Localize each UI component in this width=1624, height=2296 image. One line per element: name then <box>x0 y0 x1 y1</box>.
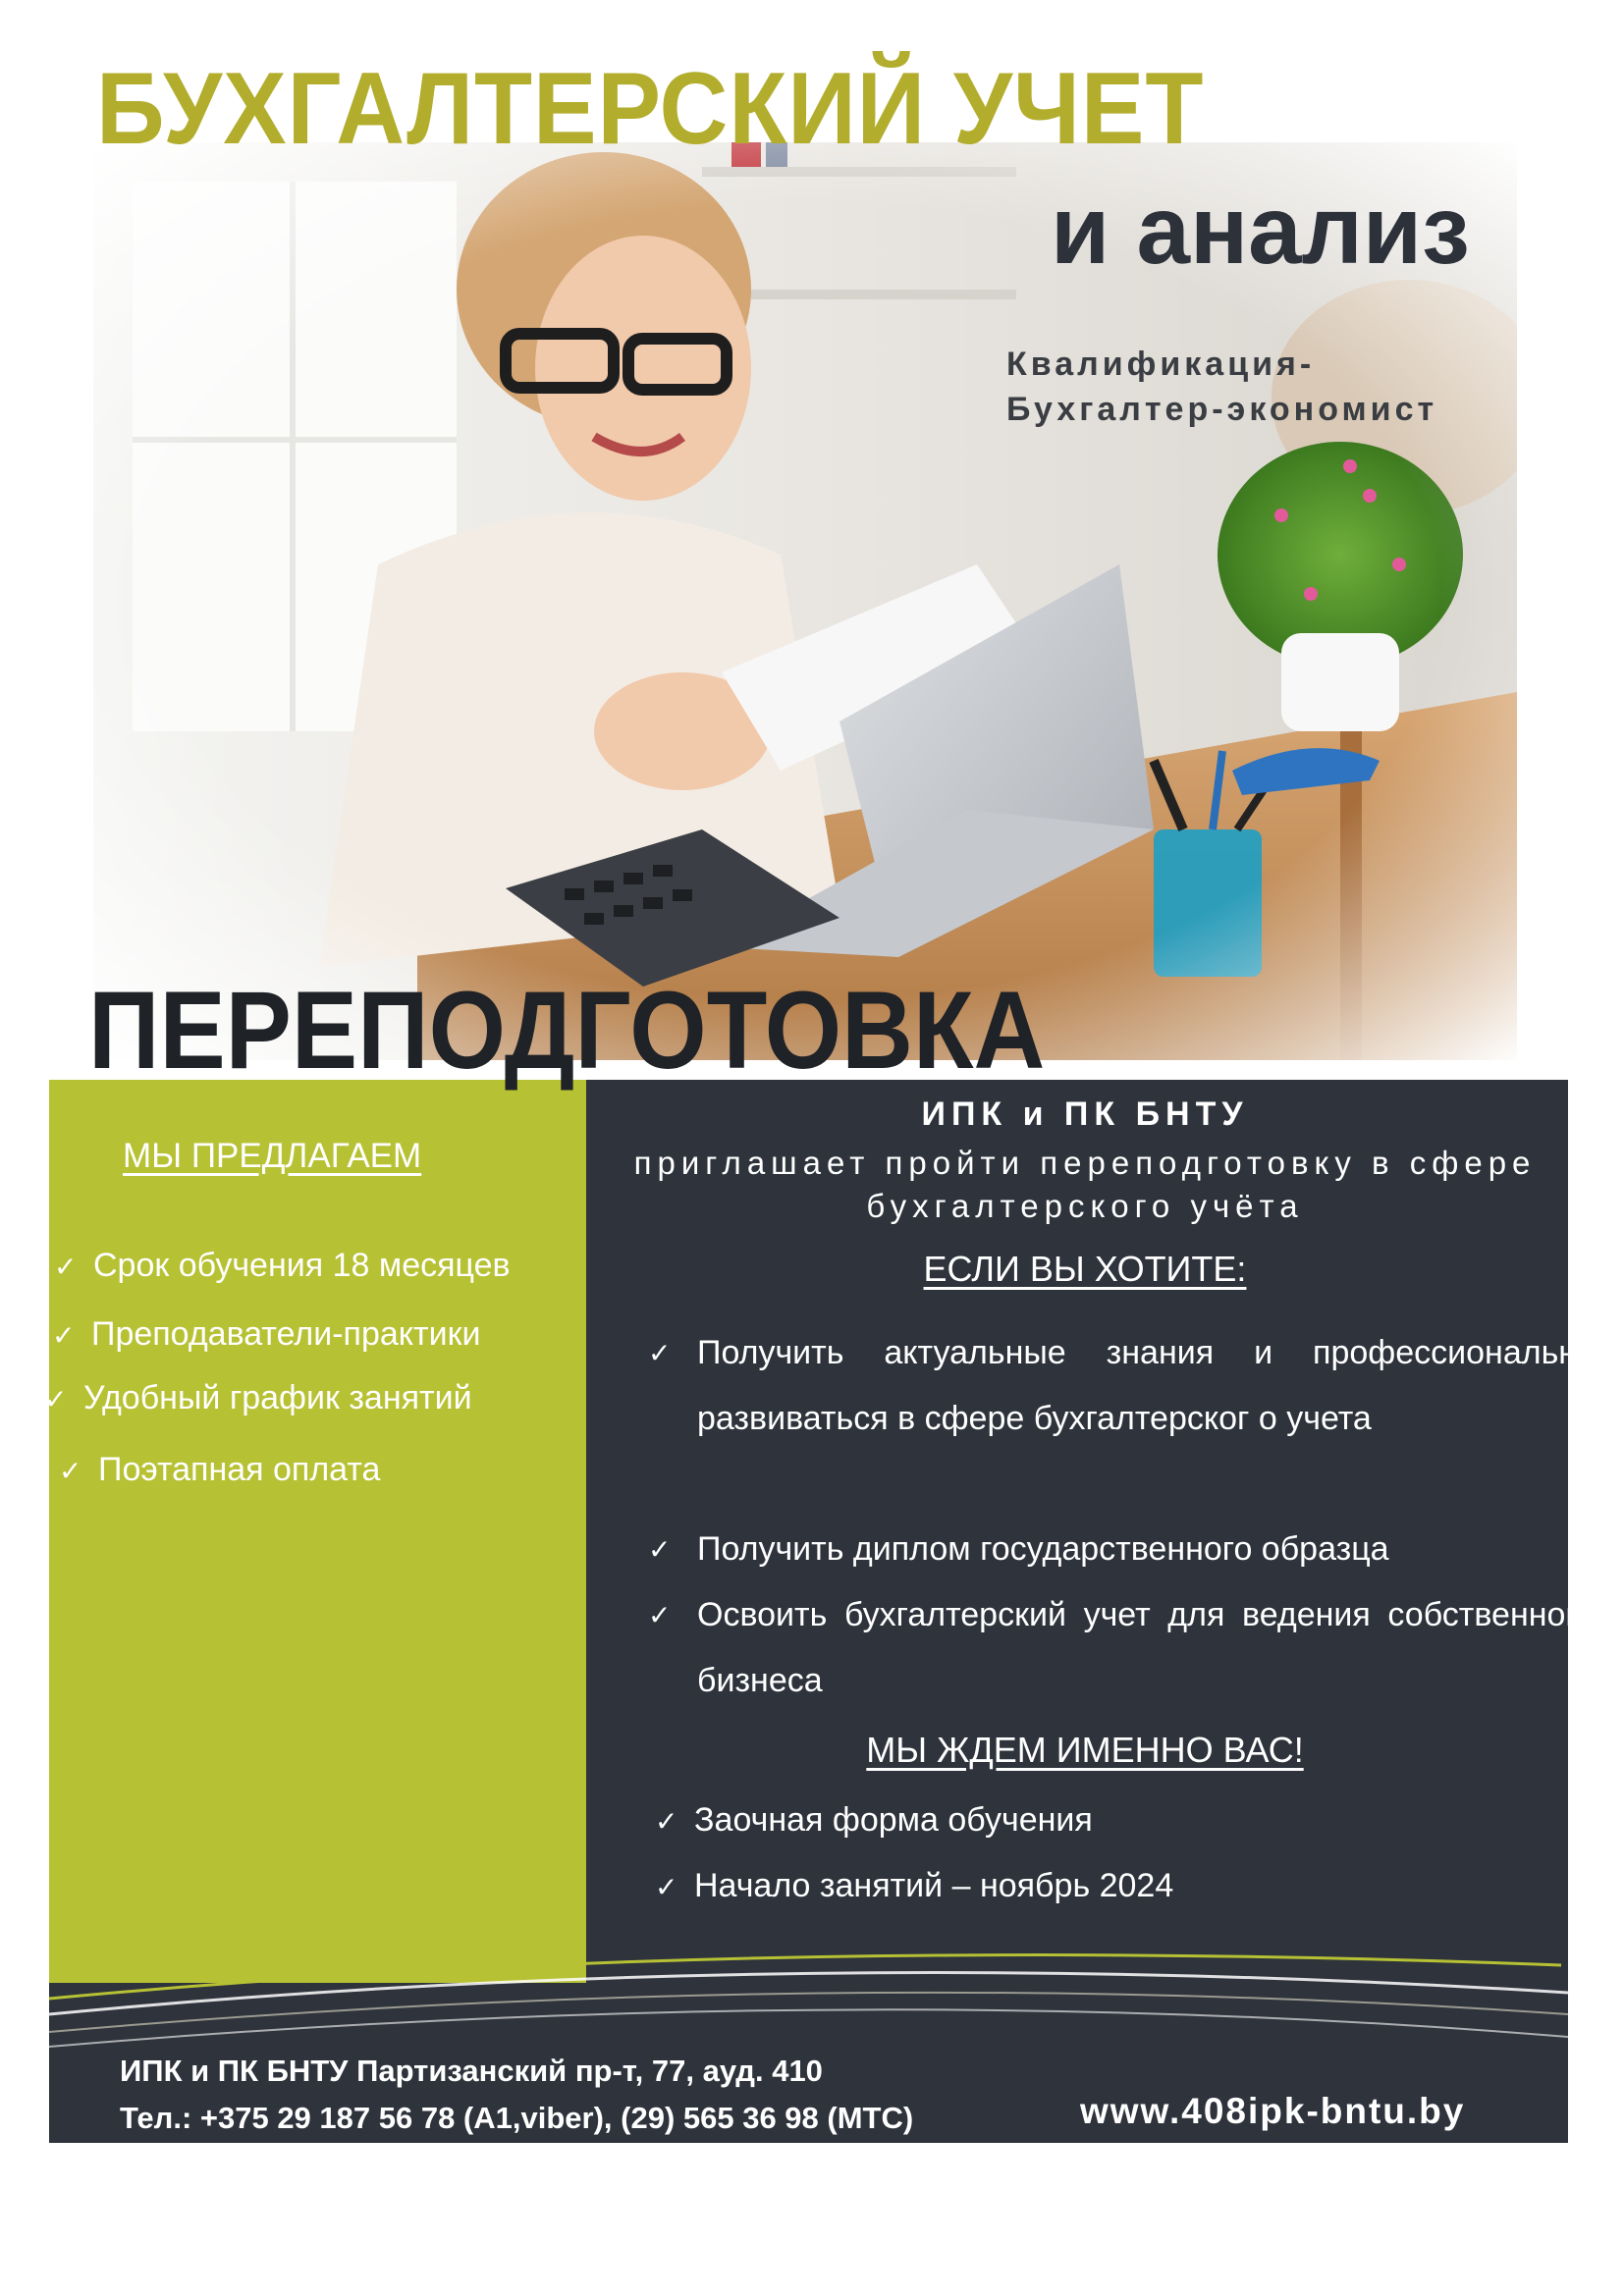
info-panel <box>44 1080 1596 2143</box>
contact-address: ИПК и ПК БНТУ Партизанский пр-т, 77, ауд. 410 <box>120 2054 823 2088</box>
offer-item <box>59 1451 380 1489</box>
want-item-text: Освоить бухгалтерский учет для ведения собственного бизнеса <box>697 1596 1596 1699</box>
qualification-line1: Квалификация- <box>1006 346 1316 383</box>
invite-text-line1: приглашает пройти переподготовку в сфере <box>633 1145 1537 1181</box>
checkmark-icon: ✓ <box>59 1455 82 1487</box>
website-link[interactable]: www.408ipk-bntu.by <box>1080 2091 1466 2131</box>
wait-item <box>655 1867 1173 1905</box>
checkmark-icon: ✓ <box>648 1533 672 1566</box>
qualification-line2: Бухгалтер-экономист <box>1006 391 1438 428</box>
checkmark-icon: ✓ <box>655 1805 678 1838</box>
invite-text-line2: бухгалтерского учёта <box>866 1188 1304 1224</box>
organization-name: ИПК и ПК БНТУ <box>921 1095 1249 1133</box>
want-item <box>648 1320 1596 1452</box>
wait-item-text: Начало занятий – ноябрь 2024 <box>694 1867 1174 1904</box>
decorative-swoosh <box>49 1924 1568 2061</box>
qualification-label <box>1006 342 1437 432</box>
checkmark-icon: ✓ <box>648 1337 672 1369</box>
checkmark-icon: ✓ <box>648 1599 672 1631</box>
wait-item-text: Заочная форма обучения <box>694 1801 1093 1839</box>
want-item <box>648 1582 1596 1714</box>
offer-item <box>52 1315 480 1354</box>
want-item <box>648 1517 1596 1582</box>
wait-item <box>655 1801 1093 1840</box>
offer-item-text: Удобный график занятий <box>83 1379 472 1416</box>
checkmark-icon: ✓ <box>52 1319 76 1352</box>
want-item-text: Получить диплом государственного образца <box>697 1530 1389 1568</box>
want-item-text: Получить актуальные знания и профессионально развиваться в сфере бухгалтерског о учета <box>697 1334 1596 1437</box>
offer-heading: МЫ ПРЕДЛАГАЕМ <box>123 1137 422 1175</box>
contact-phones: Тел.: +375 29 187 56 78 (А1,viber), (29) 565 36 98 (МТС) <box>120 2101 914 2135</box>
offer-item-text: Преподаватели-практики <box>91 1315 481 1353</box>
page-subtitle: и анализ <box>1051 176 1470 284</box>
offer-item-text: Поэтапная оплата <box>98 1451 381 1488</box>
wait-heading: МЫ ЖДЕМ ИМЕННО ВАС! <box>866 1730 1304 1770</box>
offer-item <box>54 1247 511 1285</box>
checkmark-icon: ✓ <box>54 1251 78 1283</box>
offer-item-text: Срок обучения 18 месяцев <box>93 1247 511 1284</box>
page-title: БУХГАЛТЕРСКИЙ УЧЕТ <box>96 52 1205 166</box>
checkmark-icon: ✓ <box>655 1871 678 1903</box>
checkmark-icon: ✓ <box>44 1383 68 1415</box>
offer-item <box>44 1379 472 1417</box>
retraining-heading: ПЕРЕПОДГОТОВКА <box>88 969 1046 1092</box>
want-heading: ЕСЛИ ВЫ ХОТИТЕ: <box>923 1249 1247 1289</box>
offer-column <box>49 1080 586 1983</box>
